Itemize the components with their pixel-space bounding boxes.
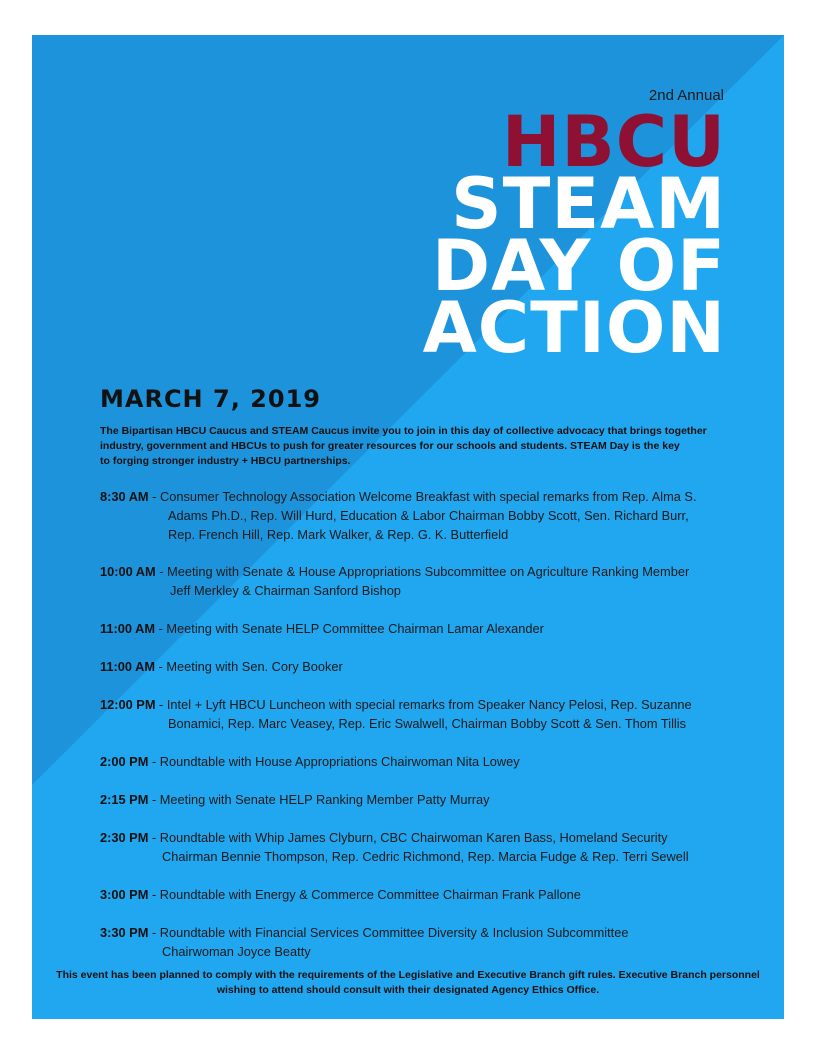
- schedule-text: - Roundtable with House Appropriations Chairwoman Nita Lowey: [151, 754, 520, 769]
- schedule-item: [100, 828, 740, 866]
- schedule-item: [100, 923, 740, 961]
- schedule-item: [100, 695, 740, 733]
- schedule-item: [100, 752, 740, 771]
- edition-label: 2nd Annual: [648, 87, 724, 104]
- title-action: ACTION: [422, 287, 726, 369]
- schedule-item: [100, 619, 740, 638]
- schedule-text: - Roundtable with Energy & Commerce Committee Chairman Frank Pallone: [151, 887, 581, 902]
- disclaimer-line: This event has been planned to comply with the requirements of the Legislative and Executive Branch gift rules. Executive Branch personnel: [56, 969, 760, 981]
- schedule-item: [100, 562, 740, 600]
- schedule-text: - Meeting with Sen. Cory Booker: [158, 659, 343, 674]
- schedule-time: 3:30 PM: [100, 925, 149, 940]
- intro-line: industry, government and HBCUs to push for greater resources for our schools and students. STEAM Day is the key: [100, 440, 680, 452]
- schedule-text: Jeff Merkley & Chairman Sanford Bishop: [170, 583, 401, 598]
- schedule-time: 3:00 PM: [100, 887, 149, 902]
- schedule-item: [100, 790, 740, 809]
- ethics-disclaimer: [42, 968, 774, 998]
- schedule-time: 11:00 AM: [100, 621, 156, 636]
- schedule-time: 11:00 AM: [100, 659, 156, 674]
- title-day-of: DAY OF: [432, 225, 726, 307]
- schedule-text: Chairwoman Joyce Beatty: [162, 944, 311, 959]
- schedule-text: Adams Ph.D., Rep. Will Hurd, Education & Labor Chairman Bobby Scott, Sen. Richard Burr,: [168, 508, 689, 523]
- intro-line: to forging stronger industry + HBCU partnerships.: [100, 455, 351, 467]
- title-hbcu: HBCU: [501, 101, 726, 183]
- schedule-text: - Intel + Lyft HBCU Luncheon with special remarks from Speaker Nancy Pelosi, Rep. Suzanne: [159, 697, 692, 712]
- schedule-time: 2:30 PM: [100, 830, 149, 845]
- schedule-text: - Roundtable with Financial Services Committee Diversity & Inclusion Subcommittee: [151, 925, 629, 940]
- schedule-text: Bonamici, Rep. Marc Veasey, Rep. Eric Swalwell, Chairman Bobby Scott & Sen. Thom Tillis: [168, 716, 687, 731]
- title-steam: STEAM: [451, 163, 726, 245]
- event-title: [422, 101, 726, 369]
- schedule-time: 2:15 PM: [100, 792, 149, 807]
- event-date: MARCH 7, 2019: [100, 385, 321, 413]
- schedule-time: 12:00 PM: [100, 697, 156, 712]
- schedule-text: - Meeting with Senate & House Appropriations Subcommittee on Agriculture Ranking Member: [159, 564, 690, 579]
- schedule-text: Rep. French Hill, Rep. Mark Walker, & Rep. G. K. Butterfield: [168, 527, 509, 542]
- schedule-text: - Meeting with Senate HELP Committee Chairman Lamar Alexander: [158, 621, 544, 636]
- schedule-item: [100, 487, 740, 544]
- schedule-time: 10:00 AM: [100, 564, 156, 579]
- schedule-text: - Roundtable with Whip James Clyburn, CBC Chairwoman Karen Bass, Homeland Security: [151, 830, 668, 845]
- schedule-list: [100, 487, 740, 959]
- disclaimer-line: wishing to attend should consult with their designated Agency Ethics Office.: [216, 984, 600, 996]
- intro-paragraph: [100, 424, 730, 469]
- schedule-item: [100, 885, 740, 904]
- flyer: [32, 35, 784, 1019]
- schedule-text: - Consumer Technology Association Welcome Breakfast with special remarks from Rep. Alma S.: [152, 489, 697, 504]
- intro-line: The Bipartisan HBCU Caucus and STEAM Caucus invite you to join in this day of collective advocacy that brings together: [100, 425, 707, 437]
- schedule-item: [100, 657, 740, 676]
- schedule-time: 2:00 PM: [100, 754, 149, 769]
- schedule-text: - Meeting with Senate HELP Ranking Member Patty Murray: [151, 792, 490, 807]
- schedule-text: Chairman Bennie Thompson, Rep. Cedric Richmond, Rep. Marcia Fudge & Rep. Terri Sewell: [162, 849, 689, 864]
- schedule-time: 8:30 AM: [100, 489, 149, 504]
